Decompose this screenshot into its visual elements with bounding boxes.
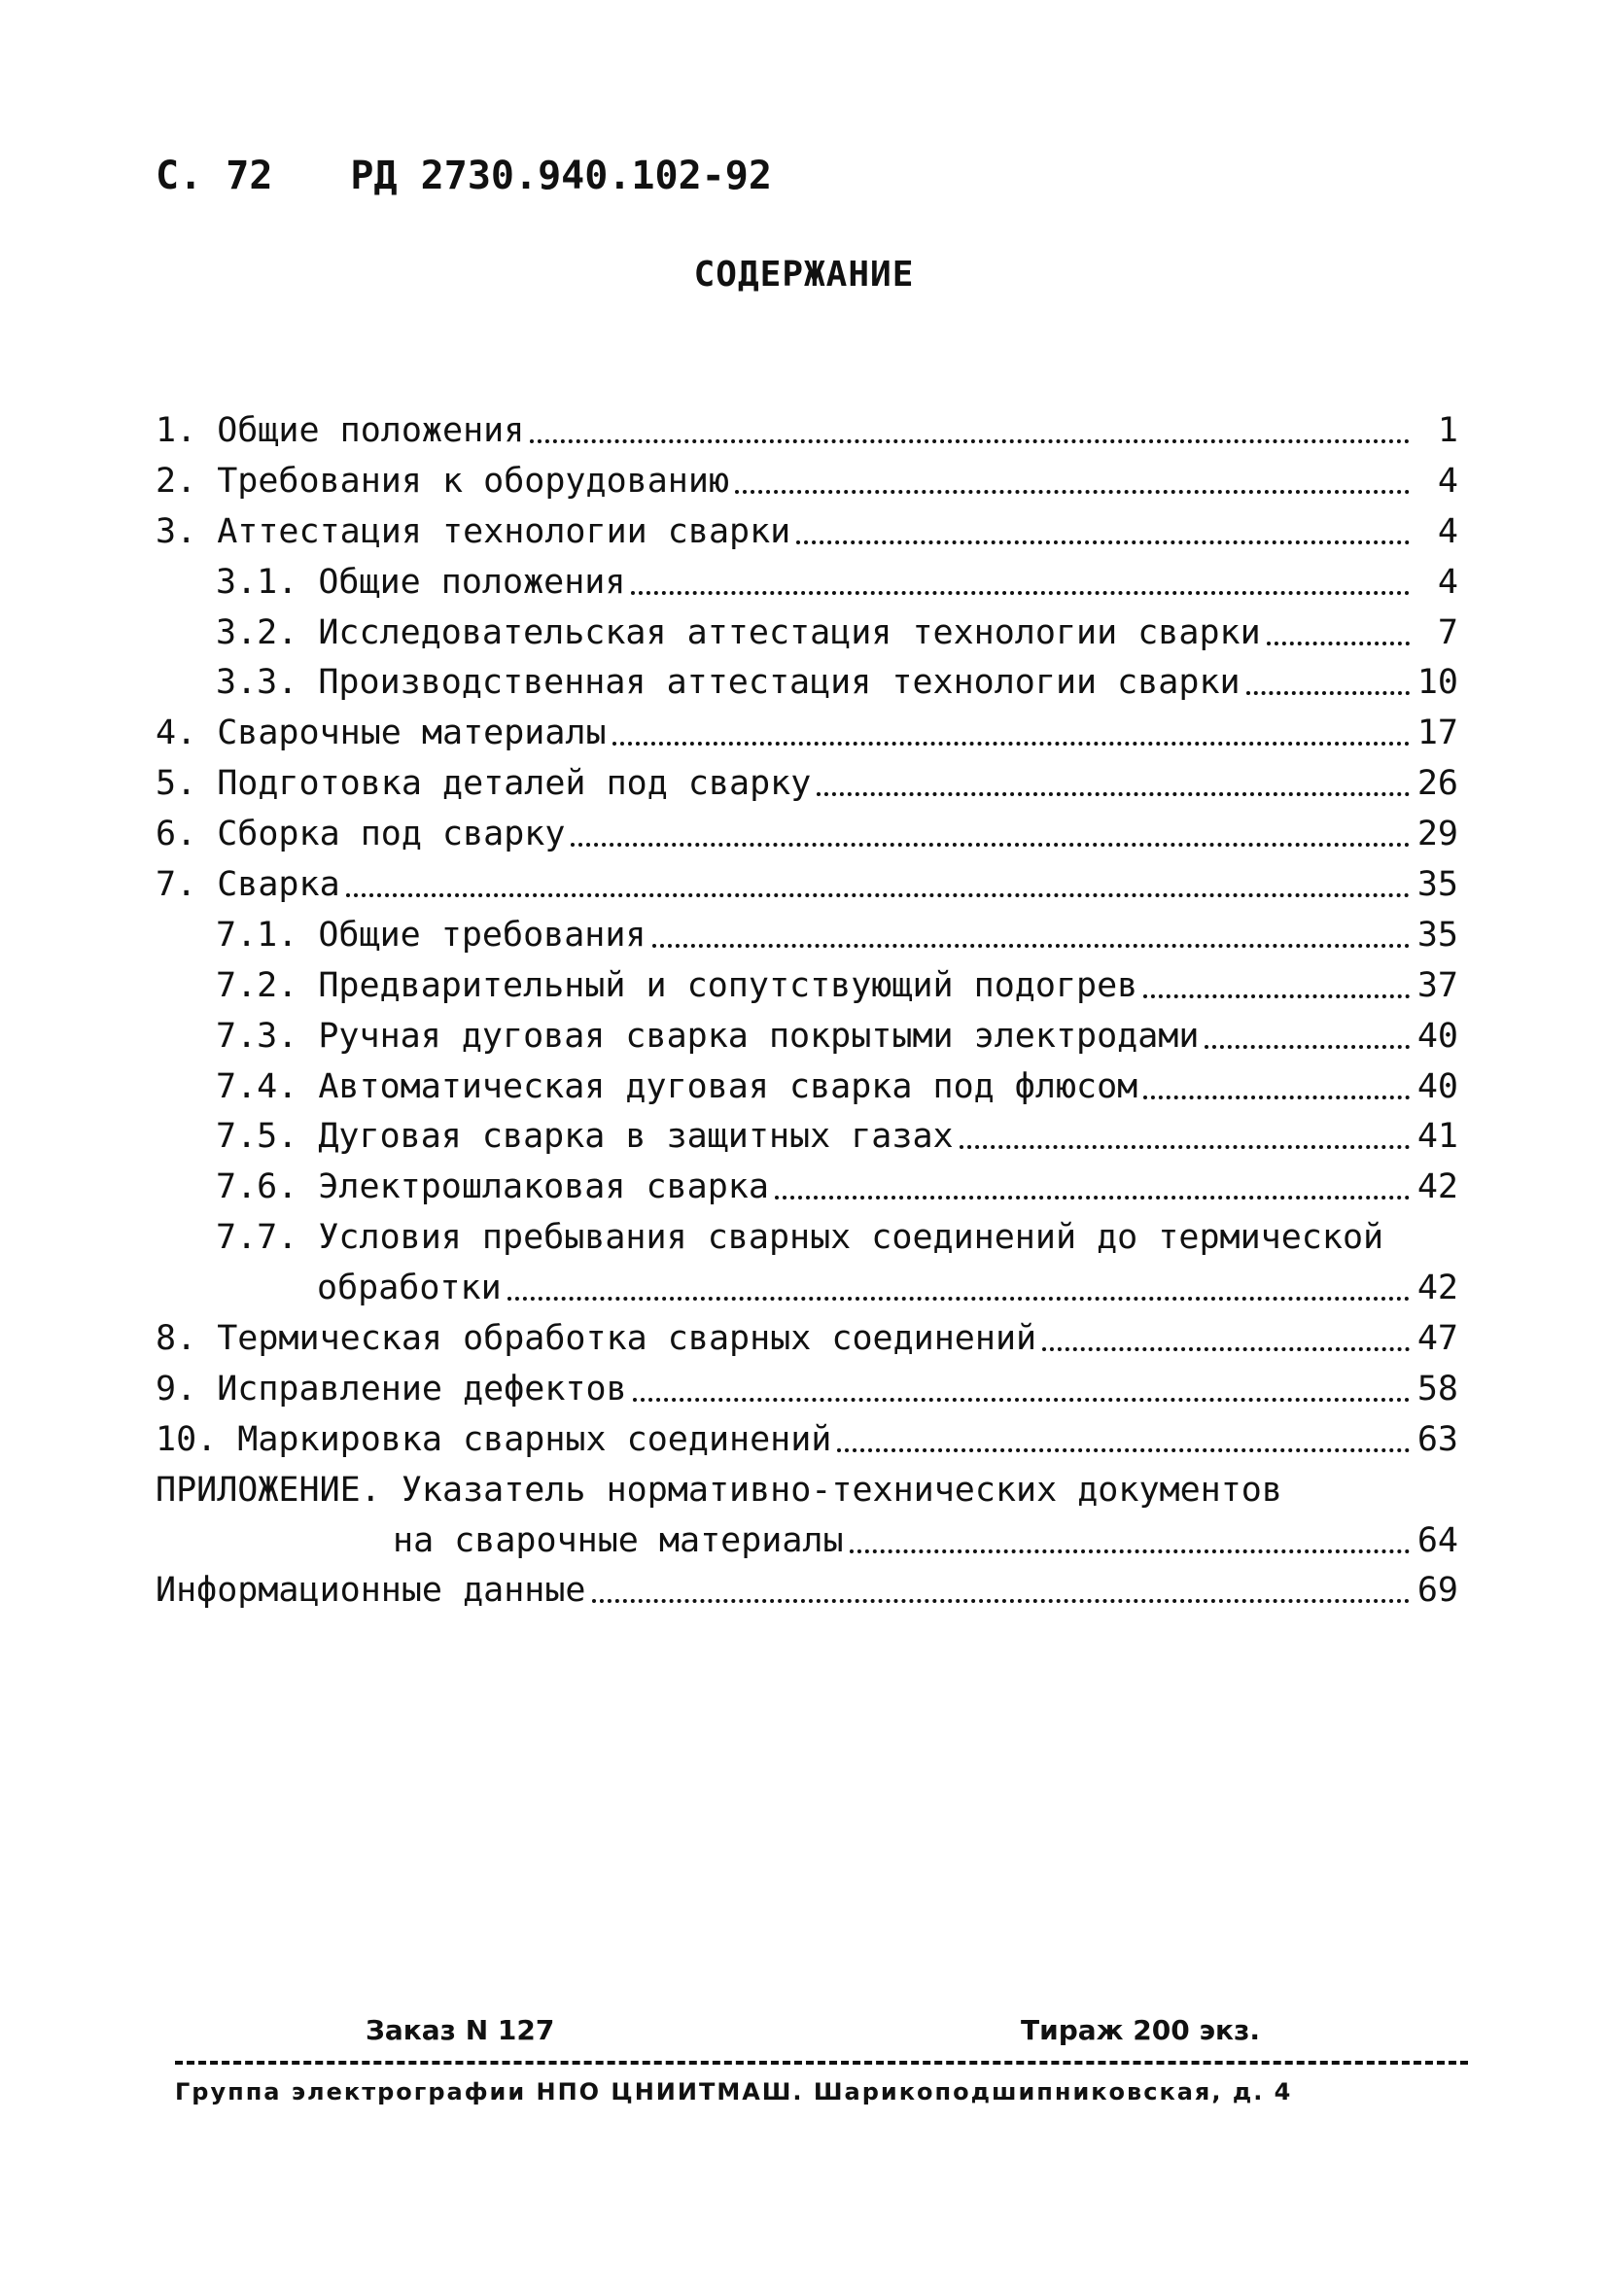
toc-entry-7-5 (156, 1112, 1458, 1163)
toc-entry-label: 5. Подготовка деталей под сварку (156, 764, 812, 804)
imprint-top-row (175, 2014, 1468, 2057)
toc-entry-page: 4 (1437, 562, 1458, 602)
toc-entry-5 (156, 759, 1458, 810)
toc-entry-page: 7 (1437, 612, 1458, 652)
dot-leader (530, 439, 1410, 443)
toc-entry-page: 37 (1416, 965, 1458, 1005)
toc-entry-7-3 (156, 1012, 1458, 1062)
toc-entry-9 (156, 1365, 1458, 1415)
toc-entry-page: 10 (1416, 663, 1458, 703)
dot-leader (612, 742, 1410, 746)
toc-entry-label: 7.6. Электрошлаковая сварка (216, 1167, 769, 1207)
toc-entry-3-2 (156, 609, 1458, 659)
toc-entry-page: 40 (1416, 1066, 1458, 1106)
toc-entry-page: 63 (1416, 1419, 1458, 1459)
toc-entry-label: на сварочные материалы (393, 1520, 844, 1560)
dot-leader (735, 490, 1410, 494)
toc-entry-page: 41 (1416, 1117, 1458, 1157)
toc-entry-7-1 (156, 911, 1458, 961)
publisher-line: Группа электрографии НПО ЦНИИТМАШ. Шарикоподшипниковская, д. 4 (175, 2078, 1293, 2105)
dot-leader (1267, 642, 1410, 645)
toc-entry-label: 2. Требования к оборудованию (156, 461, 730, 501)
dot-leader (631, 591, 1410, 595)
dot-leader (592, 1599, 1410, 1603)
dot-leader (1143, 994, 1410, 998)
toc-entry-label: 4. Сварочные материалы (156, 713, 607, 753)
toc-entry-page: 69 (1416, 1571, 1458, 1611)
toc-entry-3-3 (156, 658, 1458, 709)
toc-entry-label: 7.5. Дуговая сварка в защитных газах (216, 1117, 954, 1157)
toc-entry-1 (156, 406, 1458, 457)
toc-entry-label: 1. Общие положения (156, 411, 525, 450)
toc-entry-7-7-line-2 (156, 1264, 1458, 1314)
dot-leader (1205, 1045, 1410, 1049)
toc-entry-label: ПРИЛОЖЕНИЕ. Указатель нормативно-технических документов (156, 1470, 1282, 1510)
dot-leader (652, 944, 1410, 948)
table-of-contents (156, 406, 1458, 1617)
toc-entry-page: 35 (1416, 865, 1458, 905)
toc-entry-label: 7.1. Общие требования (216, 915, 647, 955)
toc-entry-page: 35 (1416, 915, 1458, 955)
page-header (156, 154, 772, 198)
toc-entry-label: обработки (317, 1269, 502, 1308)
toc-entry-label: 3. Аттестация технологии сварки (156, 511, 791, 551)
toc-entry-10 (156, 1415, 1458, 1466)
dot-leader (1042, 1347, 1410, 1351)
dot-leader (837, 1448, 1410, 1452)
toc-entry-page: 17 (1416, 713, 1458, 753)
dot-leader (796, 540, 1410, 544)
toc-entry-page: 40 (1416, 1016, 1458, 1056)
dot-leader (850, 1549, 1410, 1553)
page-number: С. 72 (156, 154, 273, 198)
toc-appendix-line-2 (156, 1516, 1458, 1567)
toc-entry-label: 7.4. Автоматическая дуговая сварка под флюсом (216, 1066, 1138, 1106)
toc-entry-3-1 (156, 558, 1458, 609)
toc-entry-label: Информационные данные (156, 1571, 586, 1611)
toc-entry-page: 42 (1416, 1269, 1458, 1308)
toc-entry-label: 10. Маркировка сварных соединений (156, 1419, 832, 1459)
imprint-footer (175, 2014, 1468, 2105)
toc-entry-6 (156, 810, 1458, 860)
toc-entry-label: 3.3. Производственная аттестация технологии сварки (216, 663, 1241, 703)
toc-entry-label: 8. Термическая обработка сварных соединений (156, 1319, 1037, 1359)
dot-leader (817, 792, 1410, 796)
toc-entry-8 (156, 1314, 1458, 1365)
dot-leader (507, 1297, 1410, 1301)
dot-leader (346, 893, 1410, 897)
dot-leader (571, 843, 1410, 847)
toc-entry-2 (156, 457, 1458, 507)
document-number: РД 2730.940.102-92 (350, 154, 772, 198)
toc-title: СОДЕРЖАНИЕ (693, 255, 915, 295)
divider (175, 2061, 1468, 2065)
dot-leader (1143, 1096, 1410, 1099)
dot-leader (1246, 691, 1410, 695)
toc-entry-page: 4 (1437, 511, 1458, 551)
toc-entry-page: 58 (1416, 1369, 1458, 1409)
toc-entry-label: 7.7. Условия пребывания сварных соединений до термической (216, 1218, 1384, 1258)
dot-leader (775, 1196, 1410, 1200)
dot-leader (960, 1145, 1410, 1149)
toc-entry-page: 42 (1416, 1167, 1458, 1207)
toc-entry-page: 64 (1416, 1520, 1458, 1560)
print-run: Тираж 200 экз. (1021, 2014, 1260, 2046)
dot-leader (633, 1398, 1410, 1402)
toc-entry-label: 7.3. Ручная дуговая сварка покрытыми электродами (216, 1016, 1200, 1056)
toc-entry-info (156, 1566, 1458, 1617)
toc-entry-7 (156, 860, 1458, 911)
toc-entry-7-6 (156, 1163, 1458, 1213)
toc-entry-label: 6. Сборка под сварку (156, 815, 566, 854)
toc-entry-page: 29 (1416, 815, 1458, 854)
toc-entry-7-2 (156, 961, 1458, 1012)
toc-entry-label: 3.1. Общие положения (216, 562, 626, 602)
order-number: Заказ N 127 (366, 2014, 555, 2046)
toc-entry-label: 3.2. Исследовательская аттестация технологии сварки (216, 612, 1261, 652)
toc-entry-page: 1 (1437, 411, 1458, 450)
toc-appendix-line-1 (156, 1466, 1458, 1516)
toc-entry-4 (156, 709, 1458, 759)
toc-entry-7-4 (156, 1062, 1458, 1113)
toc-entry-label: 9. Исправление дефектов (156, 1369, 627, 1409)
toc-entry-label: 7.2. Предварительный и сопутствующий подогрев (216, 965, 1138, 1005)
toc-entry-page: 47 (1416, 1319, 1458, 1359)
toc-entry-7-7-line-1 (156, 1213, 1458, 1264)
toc-entry-3 (156, 507, 1458, 558)
toc-entry-page: 26 (1416, 764, 1458, 804)
toc-entry-label: 7. Сварка (156, 865, 340, 905)
toc-entry-page: 4 (1437, 461, 1458, 501)
